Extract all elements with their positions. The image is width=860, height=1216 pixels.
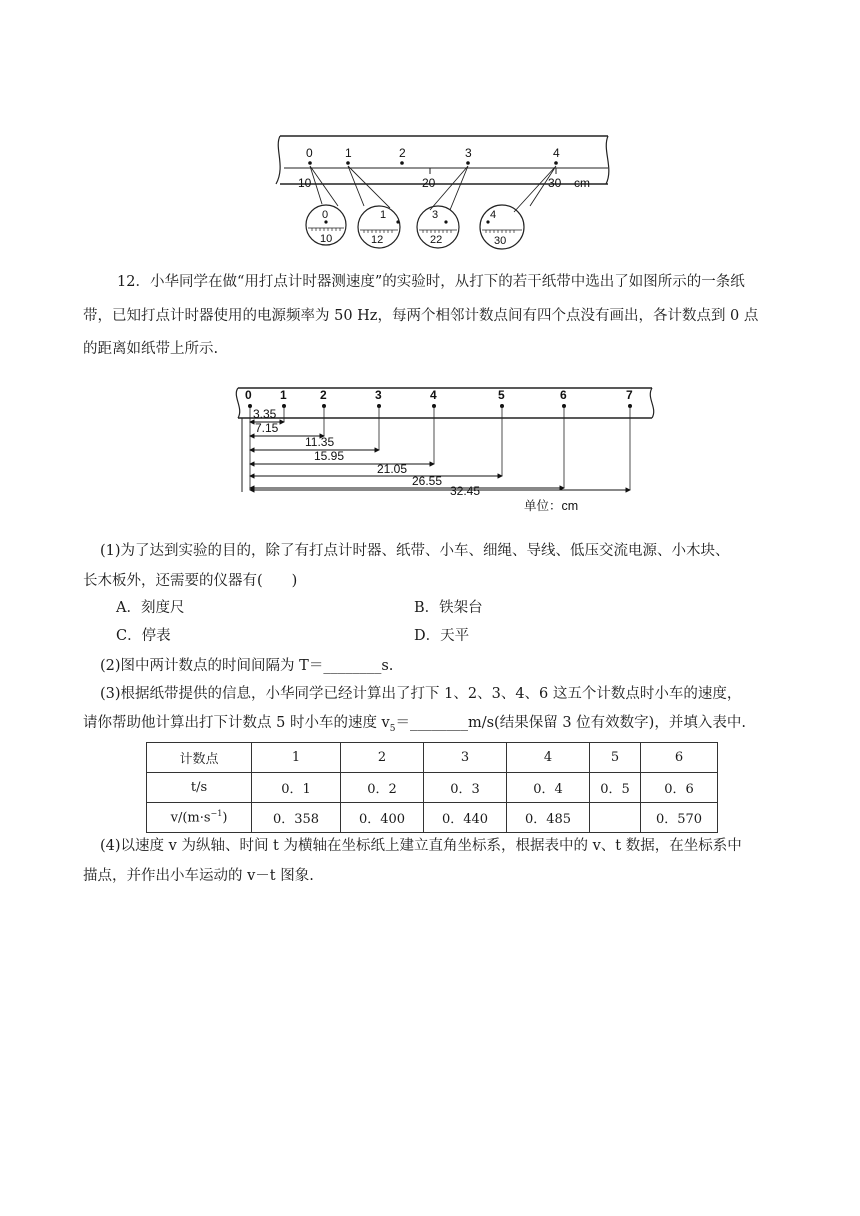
svg-text:12: 12 xyxy=(371,234,384,246)
svg-text:0: 0 xyxy=(306,146,313,160)
svg-text:2: 2 xyxy=(320,388,327,402)
table-cell: 3 xyxy=(424,743,507,773)
svg-text:11.35: 11.35 xyxy=(305,435,335,449)
distance-arrow-1 xyxy=(250,407,284,422)
zoom-circle-1 xyxy=(358,206,400,248)
distance-arrow-2 xyxy=(250,421,324,436)
tape-point-3 xyxy=(375,388,382,450)
svg-text:3: 3 xyxy=(432,209,439,221)
v-label-sup: −1 xyxy=(210,809,223,819)
table-cell: 0．3 xyxy=(424,773,507,803)
tape-point-6 xyxy=(560,388,567,488)
table-cell: 6 xyxy=(641,743,718,773)
answer-blank-v5[interactable]: ________ xyxy=(409,715,468,731)
zoom-circle-3 xyxy=(417,206,459,248)
table-cell: 0．4 xyxy=(507,773,590,803)
svg-text:4: 4 xyxy=(553,146,560,160)
table-cell xyxy=(147,803,252,833)
option-d: D．天平 xyxy=(414,628,470,644)
table-cell: 0．6 xyxy=(641,773,718,803)
table-row-velocity xyxy=(147,803,718,833)
svg-text:7: 7 xyxy=(626,388,633,402)
part1-line-1: (1)为了达到实验的目的，除了有打点计时器、纸带、小车、细绳、导线、低压交流电源、小木块、 xyxy=(100,543,730,559)
table-cell: 计数点 xyxy=(147,743,252,773)
part1-line-2: 长木板外，还需要的仪器有( ) xyxy=(83,573,298,589)
tape-point-4 xyxy=(430,388,437,464)
table-cell: 2 xyxy=(341,743,424,773)
svg-text:0: 0 xyxy=(245,388,252,402)
table-cell-v5-empty[interactable] xyxy=(590,803,641,833)
zoom-circle-0 xyxy=(306,205,346,245)
question-intro-line-1: 12．小华同学在做“用打点计时器测速度”的实验时，从打下的若干纸带中选出了如图所示的一条纸 xyxy=(117,274,745,290)
svg-text:0: 0 xyxy=(322,209,329,221)
tape-point-1 xyxy=(280,388,287,422)
table-row-time xyxy=(147,773,718,803)
v-label: v/(m·s xyxy=(170,810,211,826)
tape-point-7 xyxy=(626,388,633,490)
svg-text:3.35: 3.35 xyxy=(253,407,277,421)
ruler-mark-4 xyxy=(553,146,560,165)
option-a: A．刻度尺 xyxy=(116,600,185,616)
svg-text:5: 5 xyxy=(498,388,505,402)
svg-text:10: 10 xyxy=(320,233,333,245)
table-cell: 0．1 xyxy=(252,773,341,803)
scale-unit: cm xyxy=(574,176,590,190)
ruler-mark-3 xyxy=(465,146,472,165)
svg-text:7.15: 7.15 xyxy=(255,421,279,435)
answer-blank-T[interactable]: ________ xyxy=(323,658,382,674)
svg-text:4: 4 xyxy=(490,209,497,221)
tape-point-0 xyxy=(245,388,252,408)
svg-text:3: 3 xyxy=(375,388,382,402)
table-cell: 1 xyxy=(252,743,341,773)
part3-eq: ＝ xyxy=(395,715,410,731)
option-c: C．停表 xyxy=(116,628,171,644)
svg-text:21.05: 21.05 xyxy=(377,462,408,476)
table-row-header xyxy=(147,743,718,773)
part2-suffix: s. xyxy=(381,658,394,674)
svg-text:6: 6 xyxy=(560,388,567,402)
ruler-mark-0 xyxy=(306,146,313,165)
ruler-mark-1 xyxy=(345,146,352,165)
svg-text:22: 22 xyxy=(430,234,443,246)
distance-arrow-3 xyxy=(250,435,379,450)
velocity-table xyxy=(146,742,718,833)
part2-prefix: (2)图中两计数点的时间间隔为 T＝ xyxy=(100,658,324,674)
table-cell: 5 xyxy=(590,743,641,773)
table-cell: 0．358 xyxy=(252,803,341,833)
part4-line-2: 描点，并作出小车运动的 v－t 图象. xyxy=(83,868,314,884)
tape-point-2 xyxy=(320,388,327,436)
part3-line-1: (3)根据纸带提供的信息，小华同学已经计算出了打下 1、2、3、4、6 这五个计数点时小车的速度， xyxy=(100,686,742,702)
svg-text:26.55: 26.55 xyxy=(412,474,443,488)
table-cell: t/s xyxy=(147,773,252,803)
table-cell: 0．440 xyxy=(424,803,507,833)
ruler-mark-2 xyxy=(399,146,406,165)
v-label-end: ) xyxy=(222,810,228,826)
tape-figure xyxy=(228,384,658,514)
option-b: B．铁架台 xyxy=(414,600,483,616)
scale-30: 30 xyxy=(548,176,562,190)
table-cell: 4 xyxy=(507,743,590,773)
tape-point-5 xyxy=(498,388,505,476)
svg-text:15.95: 15.95 xyxy=(314,449,345,463)
scale-20: 20 xyxy=(422,176,436,190)
svg-text:1: 1 xyxy=(380,209,387,221)
svg-text:2: 2 xyxy=(399,146,406,160)
part3-prefix: 请你帮助他计算出打下计数点 5 时小车的速度 v xyxy=(83,715,390,731)
table-cell: 0．485 xyxy=(507,803,590,833)
svg-text:32.45: 32.45 xyxy=(450,484,481,498)
svg-text:1: 1 xyxy=(345,146,352,160)
part3-suffix: m/s(结果保留 3 位有效数字)，并填入表中. xyxy=(467,715,746,731)
zoom-circle-4 xyxy=(480,205,524,249)
ruler-figure xyxy=(262,130,622,258)
table-cell: 0．5 xyxy=(590,773,641,803)
svg-text:4: 4 xyxy=(430,388,437,402)
question-intro-line-3: 的距离如纸带上所示. xyxy=(83,341,219,357)
part2-line xyxy=(100,656,393,676)
part4-line-1: (4)以速度 v 为纵轴、时间 t 为横轴在坐标纸上建立直角坐标系，根据表中的 v、t 数据，在坐标系中 xyxy=(100,838,742,854)
table-cell: 0．400 xyxy=(341,803,424,833)
svg-text:30: 30 xyxy=(494,235,507,247)
table-cell: 0．2 xyxy=(341,773,424,803)
scale-10: 10 xyxy=(298,176,312,190)
tape-unit-label: 单位：cm xyxy=(524,499,579,513)
question-intro-line-2: 带，已知打点计时器使用的电源频率为 50 Hz，每两个相邻计数点间有四个点没有画出，各计数点到 0 点 xyxy=(83,308,759,324)
table-cell: 0．570 xyxy=(641,803,718,833)
svg-text:3: 3 xyxy=(465,146,472,160)
part3-line-2 xyxy=(83,713,746,739)
svg-text:1: 1 xyxy=(280,388,287,402)
v5-subscript: 5 xyxy=(389,723,396,734)
